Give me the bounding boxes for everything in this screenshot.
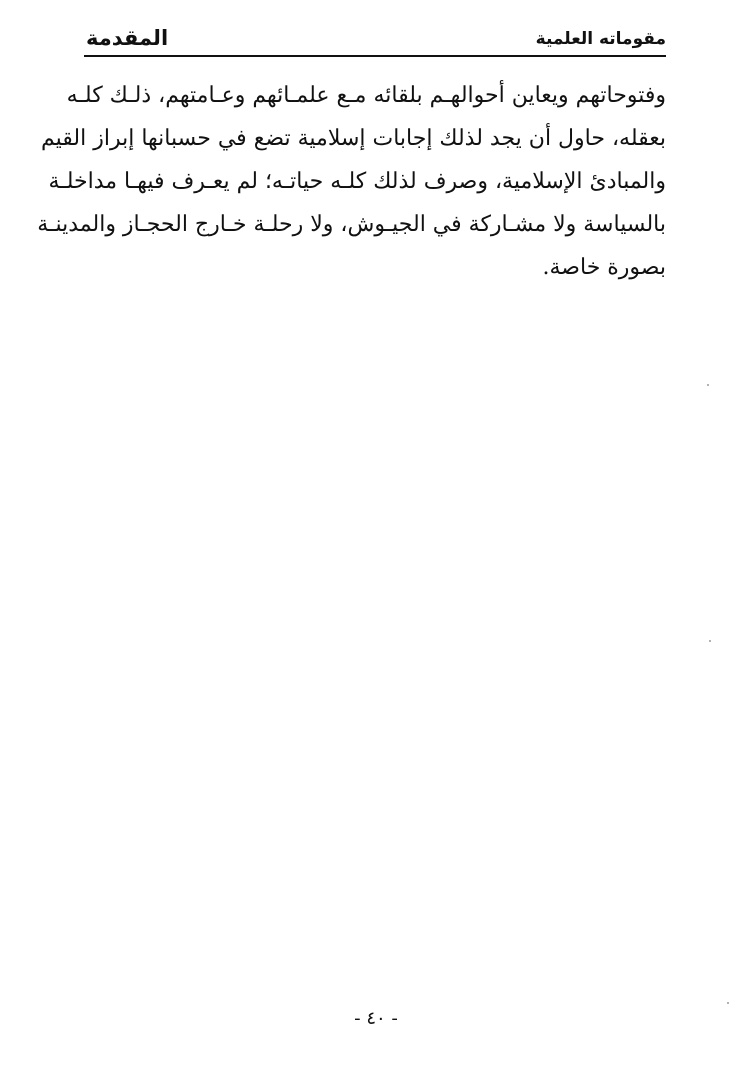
scan-speck (709, 640, 711, 642)
text-line: بعقله، حاول أن يجد لذلك إجابات إسلامية تضع في حسبانها إبراز القيم (41, 126, 666, 151)
page-number: - ٤٠ - (354, 1008, 398, 1029)
text-line: بصورة خاصة. (542, 255, 666, 280)
body-paragraph (37, 74, 666, 289)
text-line: والمبادئ الإسلامية، وصرف لذلك كلـه حياتـه؛ لم يعـرف فيهـا مداخلـة (48, 169, 666, 194)
text-line: وفتوحاتهم ويعاين أحوالهـم بلقائه مـع علمـائهم وعـامتهم، ذلـك كلـه (66, 83, 666, 108)
section-title: المقدمة (86, 26, 169, 50)
running-header (86, 22, 666, 54)
book-title: مقوماته العلمية (535, 29, 666, 49)
text-line: بالسياسة ولا مشـاركة في الجيـوش، ولا رحلـة خـارج الحجـاز والمدينـة (37, 212, 666, 237)
scan-speck (707, 384, 709, 386)
scan-speck (727, 1002, 729, 1004)
header-divider (84, 55, 666, 57)
